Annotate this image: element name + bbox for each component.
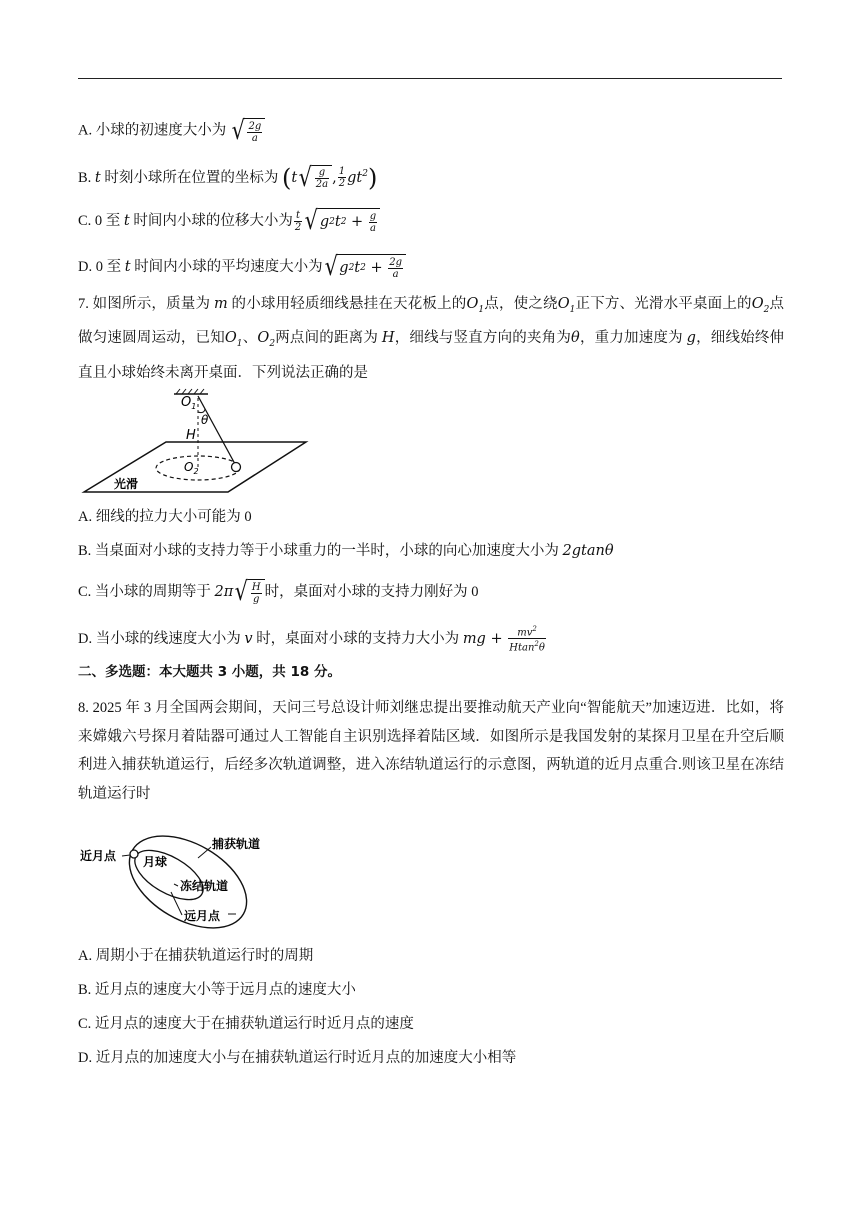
- q7-option-b[interactable]: B. 当桌面对小球的支持力等于小球重力的一半时，小球的向心加速度大小为 2gtanθ: [78, 543, 614, 559]
- q6-option-a[interactable]: A. 小球的初速度大小为 √ $\frac{2g}{a}$: [78, 118, 265, 144]
- q8-option-d[interactable]: D. 近月点的加速度大小与在捕获轨道运行时近月点的加速度大小相等: [78, 1050, 517, 1066]
- section-heading-multiple-choice: 二、多选题：本大题共 3 小题，共 18 分。: [78, 664, 341, 680]
- fig-label-apolune: 远月点: [184, 909, 221, 923]
- q8-option-b[interactable]: B. 近月点的速度大小等于远月点的速度大小: [78, 982, 356, 998]
- header-rule: [78, 78, 782, 79]
- q7-pendulum-figure: [78, 388, 312, 498]
- q8-option-a[interactable]: A. 周期小于在捕获轨道运行时的周期: [78, 948, 314, 964]
- q6-c-formula: $\frac{t}{2}$ √ g 2 t 2 + $\frac{g}{a}$: [293, 213, 380, 229]
- fig-label-o2: $O_2$: [184, 460, 199, 476]
- q6-b-formula: (t √ $\frac{g}{2a}$ , $\frac{1}{2}$ $gt^2$): [282, 162, 378, 193]
- fig-label-h: H: [186, 428, 196, 443]
- fig-label-smooth: 光滑: [114, 477, 139, 491]
- q8-orbit-figure: [78, 832, 278, 932]
- q7-stem: 7. 如图所示，质量为 m 的小球用轻质细线悬挂在天花板上的$O_1$点，使之绕$O_1$正下方、光滑水平桌面上的$O_2$点做匀速圆周运动，已知$O_1$、$O_2$两点间的距离为 H，细线与竖直方向的夹角为θ，重力加速度为 g，细线始终伸直且小球始终未离开桌面．下列说法正确的是: [78, 296, 785, 381]
- q7-d-formula: mg + $\frac{mv^2}{Htan^2\theta}$: [462, 625, 545, 654]
- q7-option-c[interactable]: C. 当小球的周期等于 2π √ $\frac{H}{g}$ 时，桌面对小球的支持力刚好为 0: [78, 577, 479, 607]
- fig-label-o1: $O_1$: [181, 395, 197, 411]
- fig-label-moon: 月球: [143, 855, 168, 869]
- q8-option-c[interactable]: C. 近月点的速度大于在捕获轨道运行时近月点的速度: [78, 1016, 414, 1032]
- q6-option-b[interactable]: B. t 时刻小球所在位置的坐标为 (t √ $\frac{g}{2a}$ , $\frac{1}{2}$ $gt^2$): [78, 162, 378, 193]
- q7-option-d[interactable]: D. 当小球的线速度大小为 v 时，桌面对小球的支持力大小为 mg + $\frac{mv^2}{Htan^2\theta}$: [78, 625, 545, 654]
- fig-label-capture-orbit: 捕获轨道: [212, 837, 261, 851]
- q6-option-c[interactable]: C. 0 至 t 时间内小球的位移大小为 $\frac{t}{2}$ √ g 2 t 2 + $\frac{g}{a}$: [78, 208, 380, 234]
- q8-stem: 8. 2025 年 3 月全国两会期间，天问三号总设计师刘继忠提出要推动航天产业向“智能航天”加速迈进．比如，将来嫦娥六号探月着陆器可通过人工智能自主识别选择着陆区域．如图所示是我国发射的某探月卫星在升空后顺利进入捕获轨道运行，后经多次轨道调整，进入冻结轨道运行的示意图，两轨道的近月点重合.则该卫星在冻结轨道运行时: [78, 700, 784, 802]
- fig-label-frozen-orbit: 冻结轨道: [180, 879, 229, 893]
- q7-option-a[interactable]: A. 细线的拉力大小可能为 0: [78, 509, 252, 525]
- fig-label-theta: θ: [201, 413, 209, 427]
- q6-option-d[interactable]: D. 0 至 t 时间内小球的平均速度大小为 √ g 2 t 2 + $\frac{2g}{a}$: [78, 254, 406, 280]
- fig-label-perilune: 近月点: [80, 849, 117, 863]
- q6-a-formula: √ $\frac{2g}{a}$: [230, 118, 265, 144]
- q7-c-formula: 2π √ $\frac{H}{g}$: [215, 584, 265, 600]
- q6-d-formula: √ g 2 t 2 + $\frac{2g}{a}$: [323, 259, 406, 275]
